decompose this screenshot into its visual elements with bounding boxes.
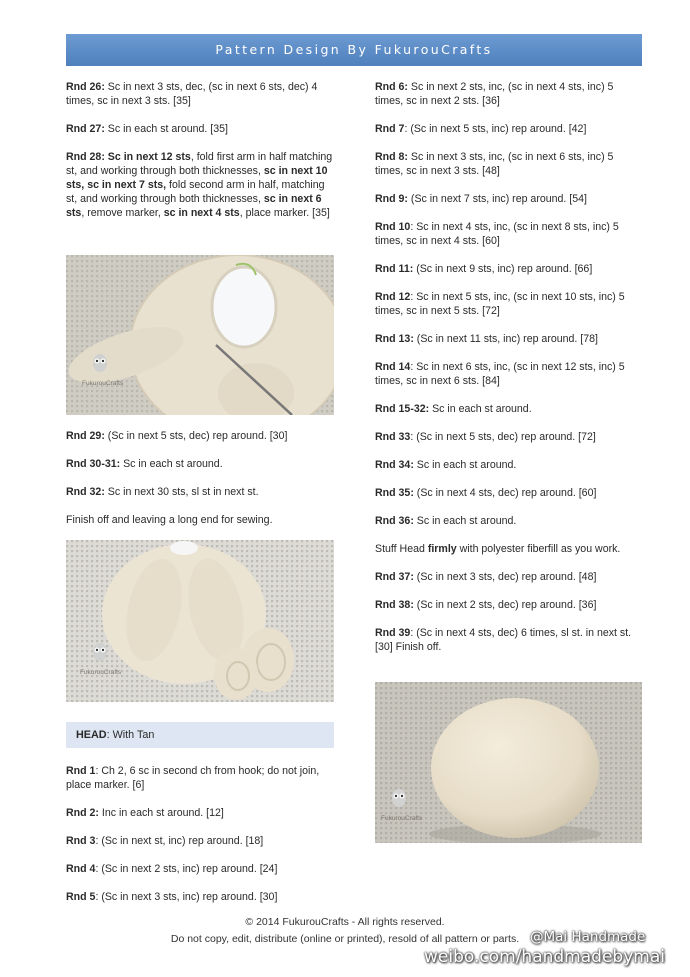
finish-off-note: Finish off and leaving a long end for sewing. [66, 514, 273, 526]
watermark-url: weibo.com/handmadebymai [424, 947, 665, 967]
round-11: Rnd 11: (Sc in next 9 sts, inc) rep around. [66] [375, 263, 593, 275]
round-37: Rnd 37: (Sc in next 3 sts, dec) rep around. [48] [375, 571, 597, 583]
photo-watermark-2: FukurouCrafts [80, 669, 122, 676]
photo-body-with-arms [66, 540, 334, 702]
photo-finished-head [375, 682, 642, 843]
stuff-head-note: Stuff Head firmly with polyester fiberfill as you work. [375, 543, 621, 555]
photo-attaching-arms [66, 255, 334, 415]
round-15-32: Rnd 15-32: Sc in each st around. [375, 403, 532, 415]
photo-watermark-1: FukurouCrafts [82, 380, 124, 387]
round-5: Rnd 5: (Sc in next 3 sts, inc) rep around. [30] [66, 891, 278, 903]
round-6: Rnd 6: Sc in next 2 sts, inc, (sc in next 4 sts, inc) 5 times, sc in next 2 sts. [36] [375, 81, 614, 107]
round-3: Rnd 3: (Sc in next st, inc) rep around. [18] [66, 835, 264, 847]
round-28: Rnd 28: Sc in next 12 sts, fold first arm in half matching st, and working through both thicknesses, sc in next 10 sts, sc in next 7 sts, fold second arm in half, matching st, and working through both thicknesses, sc in next 6 sts, remove marker, sc in next 4 sts, place marker. [35] [66, 151, 333, 219]
round-14: Rnd 14: Sc in next 6 sts, inc, (sc in next 12 sts, inc) 5 times, sc in next 6 sts. [84] [375, 361, 625, 387]
copyright-line: © 2014 FukurouCrafts - All rights reserved. [245, 916, 445, 928]
round-38: Rnd 38: (Sc in next 2 sts, dec) rep around. [36] [375, 599, 597, 611]
round-2: Rnd 2: Inc in each st around. [12] [66, 807, 224, 819]
photo-finished-head-image [375, 682, 642, 843]
head-section-header: HEAD: With Tan [66, 722, 334, 748]
round-33: Rnd 33: (Sc in next 5 sts, dec) rep around. [72] [375, 431, 596, 443]
round-10: Rnd 10: Sc in next 4 sts, inc, (sc in next 8 sts, inc) 5 times, sc in next 4 sts. [60] [375, 221, 619, 247]
round-36: Rnd 36: Sc in each st around. [375, 515, 517, 527]
right-column [375, 80, 643, 654]
round-4: Rnd 4: (Sc in next 2 sts, inc) rep around. [24] [66, 863, 278, 875]
round-26: Rnd 26: Sc in next 3 sts, dec, (sc in next 6 sts, dec) 4 times, sc in next 3 sts. [35] [66, 81, 318, 107]
round-13: Rnd 13: (Sc in next 11 sts, inc) rep around. [78] [375, 333, 598, 345]
round-1: Rnd 1: Ch 2, 6 sc in second ch from hook; do not join, place marker. [6] [66, 765, 320, 791]
round-30-31: Rnd 30-31: Sc in each st around. [66, 458, 223, 470]
watermark-handle: @Mai Handmade [530, 929, 646, 945]
round-29: Rnd 29: (Sc in next 5 sts, dec) rep around. [30] [66, 430, 288, 442]
photo-body-with-arms-image [66, 540, 334, 702]
round-39: Rnd 39: (Sc in next 4 sts, dec) 6 times, sl st. in next st. [30] Finish off. [375, 627, 632, 653]
photo-attaching-arms-image [66, 255, 334, 415]
left-column-lower [66, 429, 334, 527]
head-rounds-column [66, 764, 334, 904]
round-9: Rnd 9: (Sc in next 7 sts, inc) rep around. [54] [375, 193, 587, 205]
round-34: Rnd 34: Sc in each st around. [375, 459, 517, 471]
photo-watermark-3: FukurouCrafts [381, 815, 423, 822]
round-35: Rnd 35: (Sc in next 4 sts, dec) rep around. [60] [375, 487, 597, 499]
round-7: Rnd 7: (Sc in next 5 sts, inc) rep around. [42] [375, 123, 587, 135]
round-12: Rnd 12: Sc in next 5 sts, inc, (sc in next 10 sts, inc) 5 times, sc in next 5 sts. [72] [375, 291, 625, 317]
round-27: Rnd 27: Sc in each st around. [35] [66, 123, 228, 135]
pattern-header-banner: Pattern Design By FukurouCrafts [66, 34, 642, 66]
round-8: Rnd 8: Sc in next 3 sts, inc, (sc in next 6 sts, inc) 5 times, sc in next 3 sts. [48] [375, 151, 614, 177]
round-32: Rnd 32: Sc in next 30 sts, sl st in next st. [66, 486, 259, 498]
copy-notice-line: Do not copy, edit, distribute (online or printed), resold of all pattern or parts. [170, 933, 520, 945]
left-column [66, 80, 334, 220]
